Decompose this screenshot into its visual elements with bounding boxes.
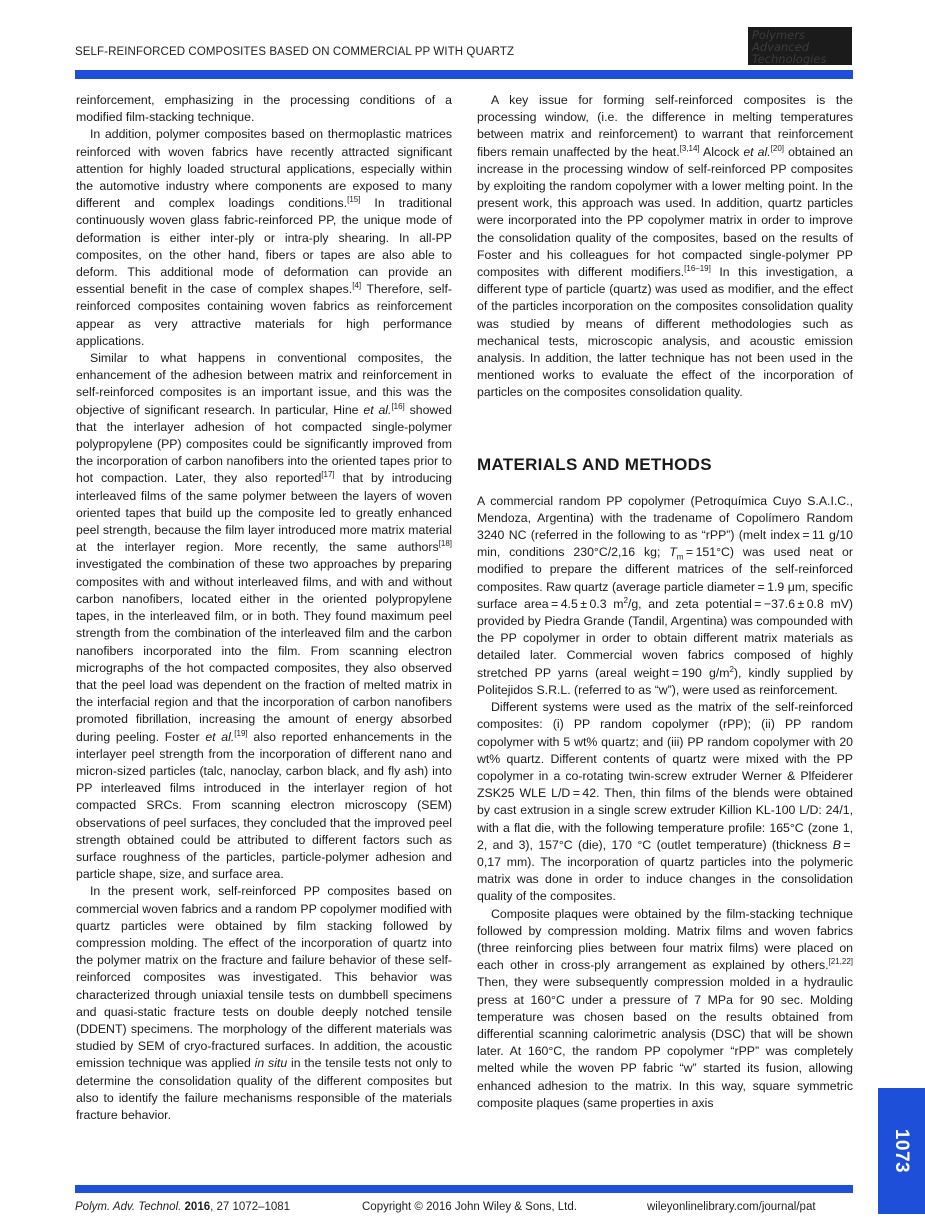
citation[interactable]: [19] xyxy=(234,728,248,738)
citation[interactable]: [17] xyxy=(321,470,335,480)
paragraph: A key issue for forming self-reinforced composites is the processing window, (i.e. the difference in melting temperatures between matrix and reinforcement) to warrant that reinforcement fibers remain unaffected by the heat.[3,14] Alcock et al.[20] obtained an increase in the processing window of self-reinforced PP composites by exploiting the random copolymer with a lower melting point. In the present work, this approach was used. In addition, quartz particles were incorporated into the PP copolymer matrix in order to improve the consolidation quality of the composites, based on the results of Foster and his colleagues for hot compacted single-polymer PP composites with different modifiers.[16–19] In this investigation, a different type of particle (quartz) was used as modifier, and the effect of the particles incorporation on the composites consolidation quality was studied by means of different methodologies such as mechanical tests, microscopic analysis, and acoustic emission analysis. In addition, the latter technique has not been used in the mentioned works to evaluate the effect of the incorporation of particles on the composites consolidation quality. xyxy=(477,93,853,400)
citation[interactable]: [16] xyxy=(391,401,405,411)
section-heading: MATERIALS AND METHODS xyxy=(477,454,712,474)
paragraph: A commercial random PP copolymer (Petroquímica Cuyo S.A.I.C., Mendoza, Argentina) with the tradename of Copolímero Random 3240 NC (referred in the following to as “rPP”) (melt index = 11 g/10 min, conditions 230°C/2,16 kg; $T_m = 151^\circ C$) was used neat or modified to prepare the different matrices of the self-reinforced composites. Raw quartz (average particle diameter = 1.9 μm, specific surface area = 4.5 ± 0.3 $m^2/g$, and zeta potential = −37.6 ± 0.8 mV) provided by Piedra Grande (Tandil, Argentina) was compounded with the PP copolymer in order to obtain different matrix materials as detailed later. Commercial woven fabrics composed of highly stretched PP yarns (areal weight = 190 $g/m^2$), kindly supplied by Politejidos S.R.L. (referred to as “w”), were used as reinforcement. xyxy=(477,493,853,697)
running-head: SELF-REINFORCED COMPOSITES BASED ON COMMERCIAL PP WITH QUARTZ xyxy=(75,46,515,58)
citation[interactable]: [3,14] xyxy=(679,143,700,153)
citation[interactable]: [20] xyxy=(770,143,784,153)
left-column xyxy=(76,92,452,1124)
paragraph: Composite plaques were obtained by the film-stacking technique followed by compression molding. Matrix films and woven fabrics (three reinforcing plies between four matrix films) were placed on each other in cross-ply arrangement as explained by others.[21,22] Then, they were subsequently compression molded in a hydraulic press at 160°C under a pressure of 7 MPa for 90 sec. Molding temperature was chosen based on the results obtained from differential scanning calorimetric analysis (DSC) that will be shown later. At 160°C, the random PP copolymer “rPP” was completely melted while the woven PP fabric “w” started its fusion, allowing enhanced adhesion to the matrix. In this way, square symmetric composite plaques (same properties in axis xyxy=(477,906,853,1110)
paragraph: reinforcement, emphasizing in the processing conditions of a modified film-stacking technique. xyxy=(76,93,452,125)
right-column xyxy=(477,92,853,1112)
journal-citation: Polym. Adv. Technol. 2016, 27 1072–1081 xyxy=(75,1201,291,1213)
citation[interactable]: [18] xyxy=(438,539,452,549)
paragraph: In the present work, self-reinforced PP composites based on commercial woven fabrics and a random PP copolymer modified with quartz particles were obtained by film stacking followed by compression molding. The effect of the incorporation of quartz into the polymer matrix on the fracture and failure behavior of these self-reinforced composites was investigated. This behavior was characterized through uniaxial tensile tests on dumbbell specimens and quasi-static fracture tests on double deeply notched tensile (DDENT) specimens. The morphology of the different materials was studied by SEM of cryo-fractured surfaces. In addition, the acoustic emission technique was applied in situ in the tensile tests not only to determine the consolidation quality of the different composites but also to identify the failure mechanisms responsible of the materials fracture behavior. xyxy=(76,884,452,1122)
citation[interactable]: [15] xyxy=(347,195,361,205)
logo-line: Polymers xyxy=(752,28,805,42)
logo-line: Advanced xyxy=(752,40,810,54)
paragraph: Similar to what happens in conventional composites, the enhancement of the adhesion between matrix and reinforcement in self-reinforced composites is an important issue, and this was the objective of significant research. In particular, Hine et al.[16] showed that the interlayer adhesion of hot compacted single-polymer polypropylene (PP) composites could be significantly improved from the incorporation of carbon nanofibers into the oriented tapes prior to hot compaction. Later, they also reported[17] that by introducing interleaved films of the same polymer between the layers of woven oriented tapes that build up the composite led to greatly enhanced peel strength, because the film layer introduced more matrix material at the interlayer region. More recently, the same authors[18] investigated the combination of these two approaches by preparing composites with and without interleaved films, and with and without carbon nanofibers, located either in the oriented polypropylene tapes, in the interleaved film, or in both. They found maximum peel strength from the combination of the interleaved film and the carbon nanofibers incorporated into the film. From scanning electron micrographs of the hot compacted composites, they also observed that the peel load was dependent on the fraction of melted matrix in the interfacial region and that the incorporation of carbon nanofibers promoted fibrillation, increasing the amount of energy absorbed during peeling. Foster et al.[19] also reported enhancements in the interlayer peel strength from the incorporation of different nano and micron-sized particles (talc, nanoclay, carbon black, and fly ash) into PP interleaved films introduced in the interlayer region of hot compacted SRCs. From scanning electron microscopy (SEM) observations of peel surfaces, they concluded that the improved peel strength obtained could be attributed to different factors such as surface roughness of the particles, particle-polymer adhesion and particle shape, size, and surface area. xyxy=(76,351,452,882)
paragraph: Different systems were used as the matrix of the self-reinforced composites: (i) PP random copolymer (rPP); (ii) PP random copolymer with 5 wt% quartz; and (iii) PP random copolymer with 20 wt% quartz. Different contents of quartz were mixed with the PP copolymer in a co-rotating twin-screw extruder Werner & Plfeiderer ZSK25 WLE L/D = 42. Then, thin films of the blends were obtained by cast extrusion in a single screw extruder Killion KL-100 L/D: 24/1, with a flat die, with the following temperature profile: 165°C (zone 1, 2, and 3), 157°C (die), 170 °C (outlet temperature) (thickness B = 0,17 mm). The incorporation of quartz particles into the polymeric matrix was done in order to induce changes in the consolidation quality of the composites. xyxy=(477,700,853,904)
page-number: 1073 xyxy=(891,1128,913,1174)
logo-line: Technologies xyxy=(752,52,827,65)
citation[interactable]: [4] xyxy=(352,281,362,291)
journal-logo xyxy=(748,27,852,65)
copyright: Copyright © 2016 John Wiley & Sons, Ltd. xyxy=(362,1201,577,1213)
header-rule xyxy=(75,70,853,79)
journal-url[interactable]: wileyonlinelibrary.com/journal/pat xyxy=(647,1201,816,1213)
citation[interactable]: [21,22] xyxy=(828,957,853,967)
citation[interactable]: [16–19] xyxy=(684,264,711,274)
paragraph: In addition, polymer composites based on thermoplastic matrices reinforced with woven fabrics have recently attracted significant attention for highly loaded structural applications, especially within the automotive industry where components are exposed to many different and complex loadings conditions.[15] In traditional continuously woven glass fabric-reinforced PP, the unique mode of deformation is either inter-ply or intra-ply shearing. In all-PP composites, on the other hand, fibers or tapes are also able to deform. This additional mode of deformation can provide an essential benefit in the case of complex shapes.[4] Therefore, self-reinforced composites containing woven fabrics as reinforcement appear as very attractive materials for high performance applications. xyxy=(76,127,453,348)
footer-rule xyxy=(75,1185,853,1193)
